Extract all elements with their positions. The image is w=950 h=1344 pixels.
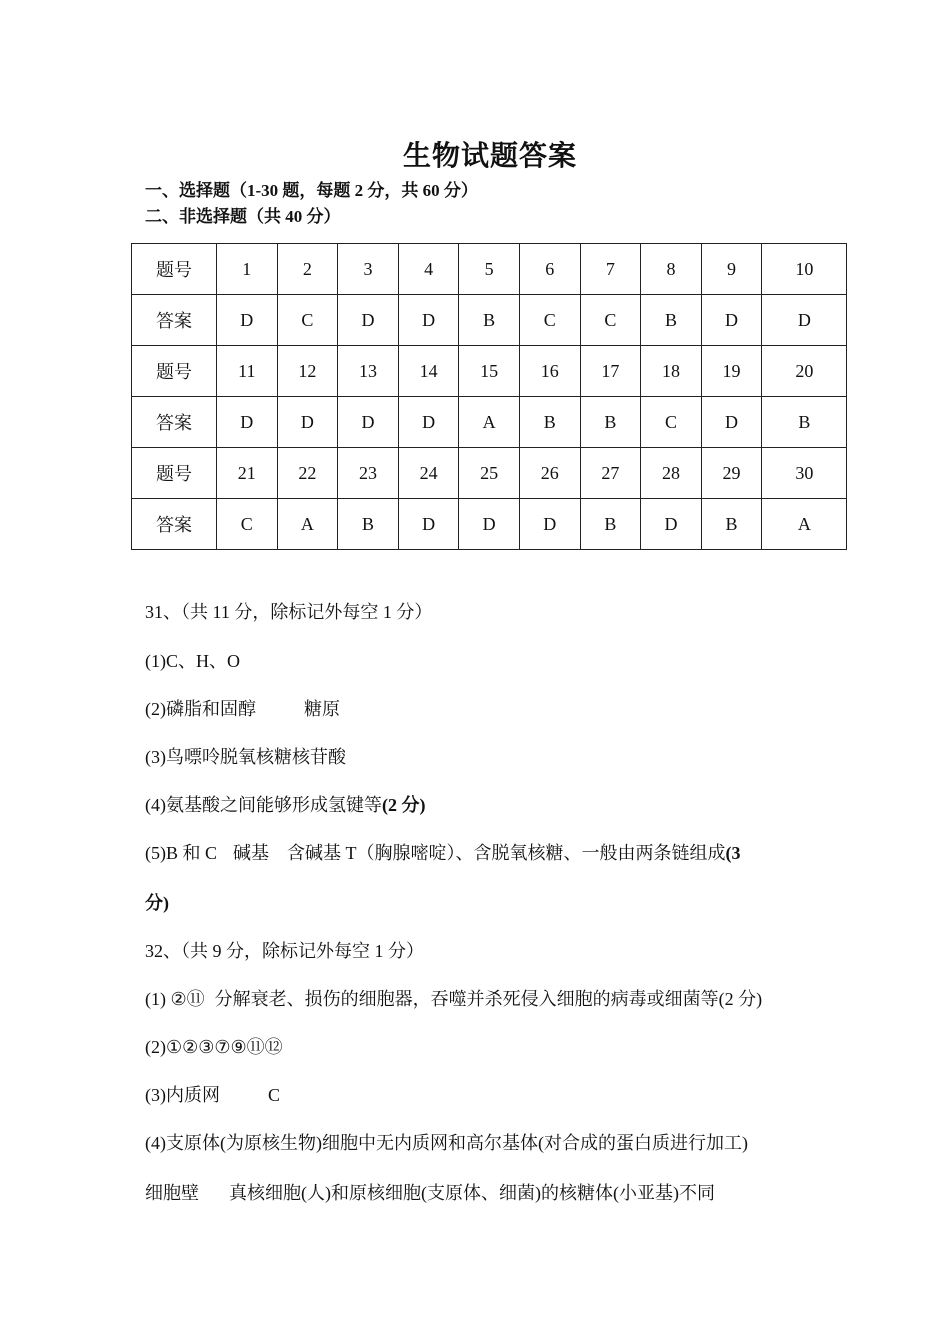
section-heading-choice: 一、选择题（1-30 题，每题 2 分，共 60 分） [145, 181, 478, 200]
q31-header: 31、（共 11 分，除标记外每空 1 分） [145, 602, 433, 622]
answer-cell: C [519, 295, 580, 346]
answer-cell: D [398, 499, 459, 550]
answer-cell: B [519, 397, 580, 448]
question-number-row-label: 题号 [132, 448, 217, 499]
question-number-cell: 16 [519, 346, 580, 397]
q32-answer-2: (2)①②③⑦⑨⑪⑫ [145, 1037, 283, 1057]
q31-answer-2-part2: 糖原 [304, 699, 340, 719]
q32-answer-4: (4)支原体(为原核生物)细胞中无内质网和高尔基体(对合成的蛋白质进行加工) [145, 1133, 748, 1153]
question-number-row-label: 题号 [132, 244, 217, 295]
question-number-cell: 13 [338, 346, 399, 397]
question-number-cell: 3 [338, 244, 399, 295]
answer-cell: D [762, 295, 847, 346]
answer-cell: C [277, 295, 338, 346]
question-number-cell: 24 [398, 448, 459, 499]
answer-cell: A [277, 499, 338, 550]
answer-cell: D [338, 295, 399, 346]
q32-answer-5-part1: 细胞壁 [145, 1183, 199, 1203]
question-number-cell: 1 [217, 244, 278, 295]
q32-answer-1-part1: (1) ②⑪ [145, 989, 205, 1009]
answer-cell: D [398, 295, 459, 346]
q32-answer-5-part2: 真核细胞(人)和原核细胞(支原体、细菌)的核糖体(小亚基)不同 [229, 1183, 715, 1203]
question-number-cell: 28 [641, 448, 702, 499]
question-number-row [132, 244, 847, 295]
answer-row [132, 499, 847, 550]
q32-answer-1-part2: 分解衰老、损伤的细胞器，吞噬并杀死侵入细胞的病毒或细菌等(2 分) [214, 989, 763, 1009]
answer-cell: D [701, 295, 762, 346]
question-number-cell: 17 [580, 346, 641, 397]
question-number-cell: 6 [519, 244, 580, 295]
question-number-row [132, 346, 847, 397]
q31-answer-3: (3)鸟嘌呤脱氧核糖核苷酸 [145, 747, 346, 767]
question-number-cell: 21 [217, 448, 278, 499]
answer-row-label: 答案 [132, 397, 217, 448]
q31-answer-4-text: (4)氨基酸之间能够形成氢键等 [145, 795, 382, 815]
answer-cell: D [459, 499, 520, 550]
answer-cell: D [338, 397, 399, 448]
answer-row [132, 397, 847, 448]
answer-cell: B [762, 397, 847, 448]
answer-cell: B [580, 499, 641, 550]
answer-table-body [132, 244, 847, 550]
q31-answer-4-score: (2 分) [382, 795, 426, 815]
q32-answer-3-part2: C [268, 1085, 281, 1105]
question-number-cell: 30 [762, 448, 847, 499]
answer-cell: D [277, 397, 338, 448]
answer-cell: B [459, 295, 520, 346]
answer-cell: D [217, 295, 278, 346]
q31-answer-2 [145, 695, 340, 721]
question-number-cell: 29 [701, 448, 762, 499]
question-number-cell: 15 [459, 346, 520, 397]
answer-cell: C [641, 397, 702, 448]
section-heading-nonchoice: 二、非选择题（共 40 分） [145, 207, 341, 226]
q31-answer-5-part3: 含碱基 T（胸腺嘧啶）、含脱氧核糖、一般由两条链组成 [287, 843, 726, 863]
answer-cell: D [641, 499, 702, 550]
q32-answer-5 [145, 1179, 715, 1205]
question-number-cell: 20 [762, 346, 847, 397]
answer-cell: B [580, 397, 641, 448]
q31-answer-4 [145, 791, 426, 817]
q31-answer-5-part1: (5)B 和 C [145, 843, 217, 863]
q32-answer-3-part1: (3)内质网 [145, 1085, 220, 1105]
q32-header: 32、（共 9 分，除标记外每空 1 分） [145, 941, 424, 961]
question-number-cell: 25 [459, 448, 520, 499]
question-number-cell: 27 [580, 448, 641, 499]
q31-answer-5-part2: 碱基 [233, 843, 269, 863]
document-title: 生物试题答案 [402, 141, 577, 172]
question-number-cell: 18 [641, 346, 702, 397]
answer-table [131, 243, 847, 550]
question-number-cell: 23 [338, 448, 399, 499]
question-number-row-label: 题号 [132, 346, 217, 397]
question-number-cell: 14 [398, 346, 459, 397]
question-number-cell: 7 [580, 244, 641, 295]
answer-cell: B [338, 499, 399, 550]
answer-cell: B [641, 295, 702, 346]
answer-cell: B [701, 499, 762, 550]
answer-row [132, 295, 847, 346]
question-number-cell: 26 [519, 448, 580, 499]
answer-cell: D [701, 397, 762, 448]
q32-answer-1 [145, 985, 762, 1011]
question-number-cell: 10 [762, 244, 847, 295]
question-number-cell: 5 [459, 244, 520, 295]
q31-answer-5 [145, 839, 741, 865]
q31-answer-1: (1)C、H、O [145, 651, 240, 671]
answer-cell: C [217, 499, 278, 550]
answer-cell: A [459, 397, 520, 448]
question-number-cell: 19 [701, 346, 762, 397]
question-number-cell: 8 [641, 244, 702, 295]
question-number-cell: 11 [217, 346, 278, 397]
question-number-cell: 2 [277, 244, 338, 295]
answer-cell: D [217, 397, 278, 448]
answer-cell: D [398, 397, 459, 448]
question-number-row [132, 448, 847, 499]
q31-answer-2-part1: (2)磷脂和固醇 [145, 699, 256, 719]
answer-row-label: 答案 [132, 295, 217, 346]
question-number-cell: 4 [398, 244, 459, 295]
question-number-cell: 12 [277, 346, 338, 397]
question-number-cell: 22 [277, 448, 338, 499]
q32-answer-3 [145, 1081, 280, 1107]
answer-cell: C [580, 295, 641, 346]
q31-answer-5-score-start: (3 [725, 843, 741, 863]
q31-answer-5-score-end: 分) [145, 893, 169, 913]
answer-row-label: 答案 [132, 499, 217, 550]
answer-cell: A [762, 499, 847, 550]
question-number-cell: 9 [701, 244, 762, 295]
answer-cell: D [519, 499, 580, 550]
